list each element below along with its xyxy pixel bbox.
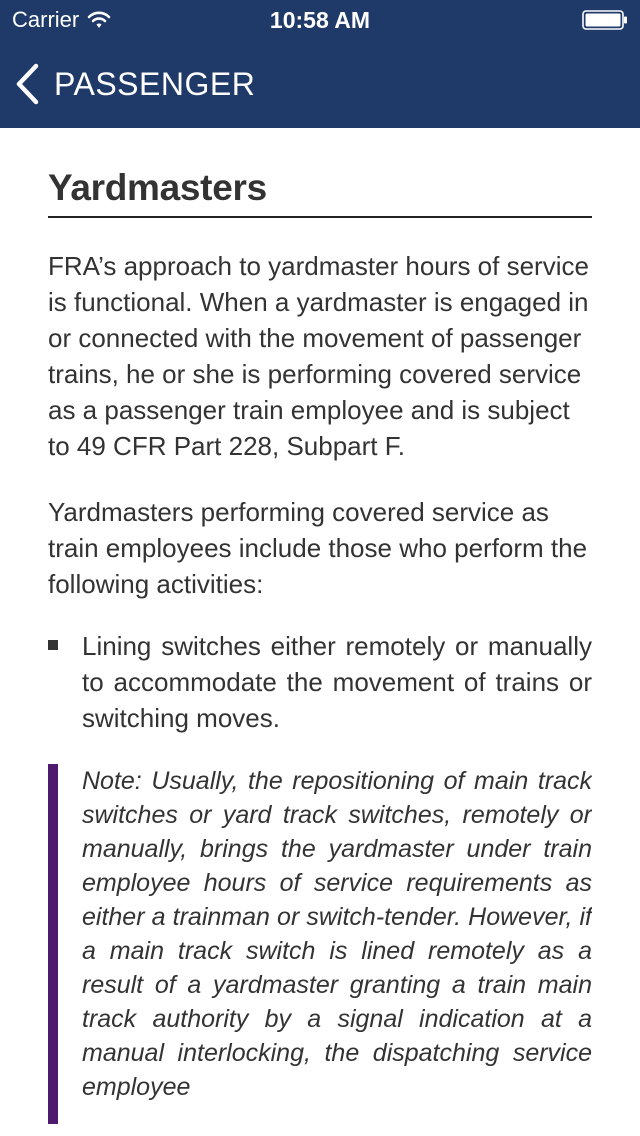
activities-list [48,628,592,736]
note-callout: Note: Usually, the repositioning of main track switches or yard track switches, remotely or manually, brings the yardmaster under train employee hours of service requirements as either a trainman or switch-tender. However, if a main track switch is lined remotely as a result of a yardmaster granting a train main track authority by a signal indication at a manual interlocking, the dispatching service employee [48,764,592,1124]
status-time: 10:58 AM [269,7,371,33]
back-button-label: PASSENGER [54,65,256,102]
battery-icon [582,10,628,30]
paragraph-approach: FRA’s approach to yardmaster hours of service is functional. When a yardmaster is engaged in or connected with the movement of passenger trains, he or she is performing covered service as a passenger train employee and is subject to 49 CFR Part 228, Subpart F. [48,251,589,461]
list-item [48,628,592,736]
paragraph-activities-intro: Yardmasters performing covered service as train employees include those who perform the following activities: [48,497,588,599]
bullet-square-icon [48,640,58,650]
back-button[interactable] [14,62,255,106]
carrier-label: Carrier [12,7,80,32]
section-title: Yardmasters [48,166,592,218]
chevron-left-icon [14,63,40,105]
status-bar [0,0,640,40]
article-content [48,128,592,1124]
list-item-text: Lining switches either remotely or manually to accommodate the movement of trains or switching moves. [82,631,592,733]
navigation-bar [0,40,640,128]
